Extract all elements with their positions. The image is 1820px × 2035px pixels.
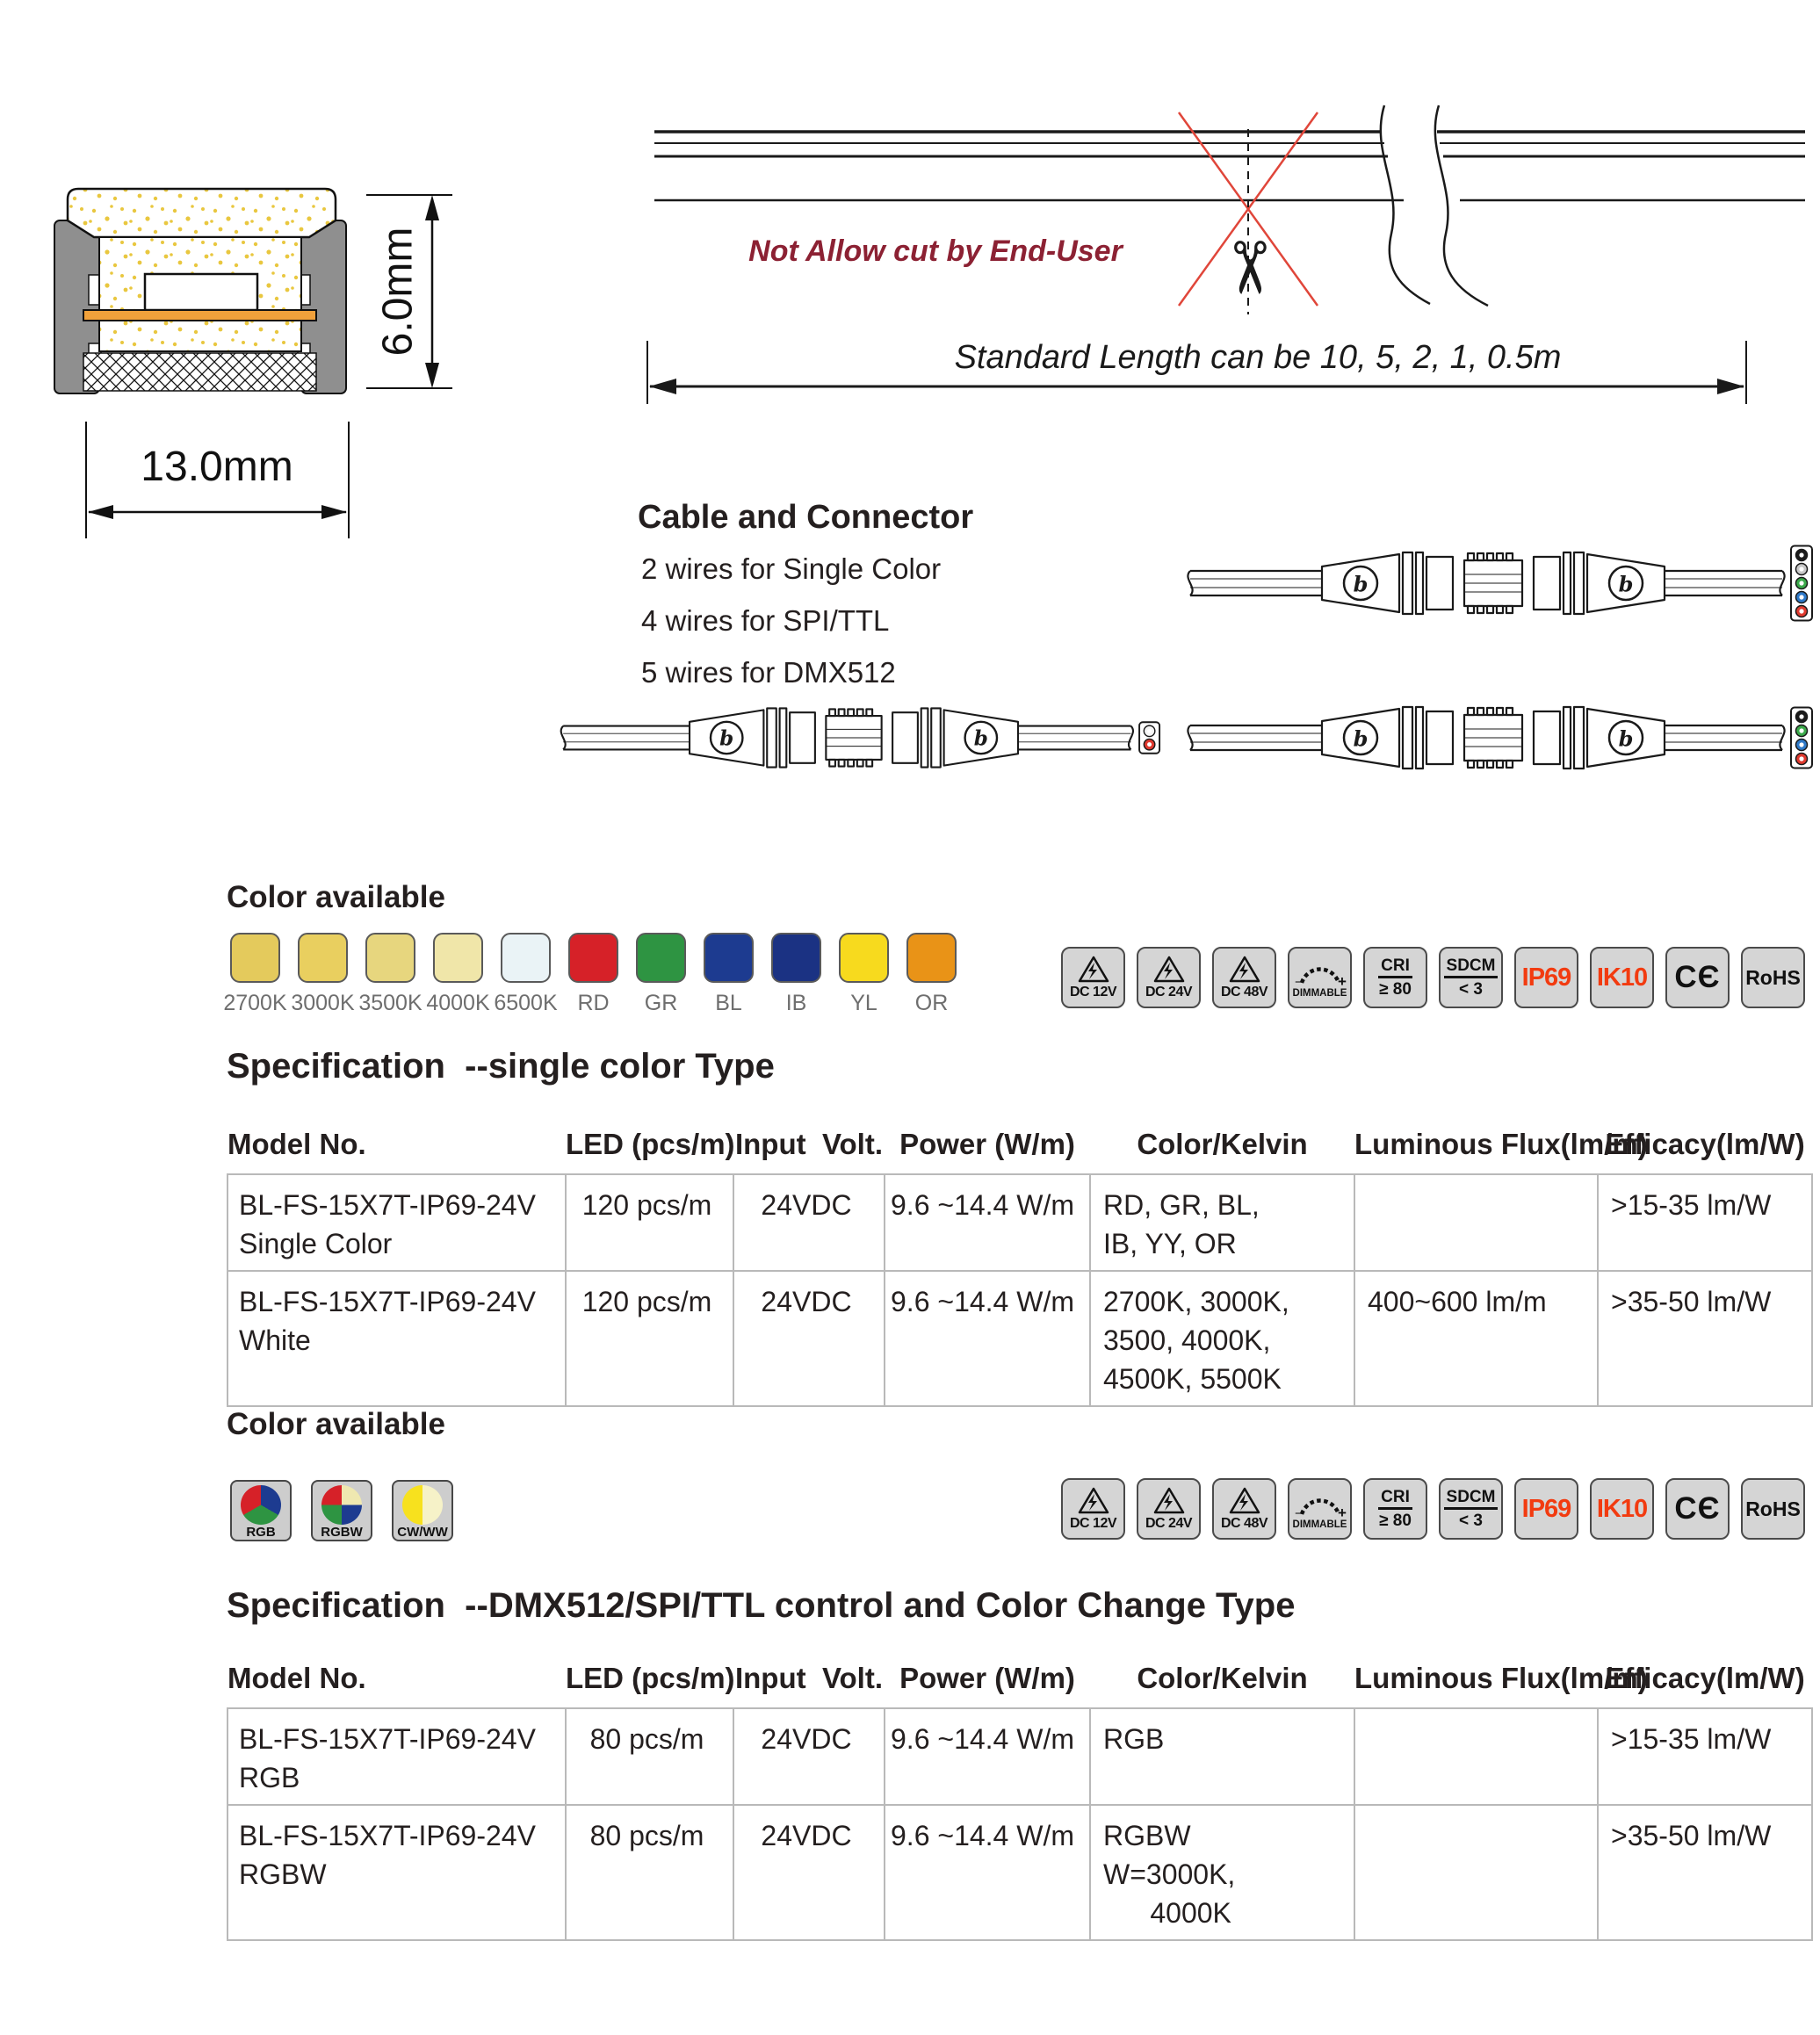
wire-list	[641, 543, 941, 698]
cert-icon-label: IK10	[1596, 1494, 1648, 1523]
table-cell: BL-FS-15X7T-IP69-24V RGBW	[228, 1805, 566, 1940]
color-swatch-OR	[898, 933, 965, 1016]
color-circle	[241, 1485, 281, 1525]
table-row	[228, 1805, 1812, 1940]
column-header: Color/Kelvin	[1090, 1639, 1354, 1708]
wire-list-item: 5 wires for DMX512	[641, 656, 896, 689]
cert-icon-dc-24v	[1137, 1478, 1201, 1540]
voltage-warning-icon	[1229, 955, 1260, 984]
cert-icon-label: IP69	[1521, 1494, 1571, 1523]
cert-icon-cri	[1363, 947, 1427, 1008]
table-row	[228, 1271, 1812, 1406]
spec-single-table	[227, 1105, 1813, 1407]
cert-icon-label: CЄ	[1674, 1491, 1721, 1526]
table-cell: BL-FS-15X7T-IP69-24V Single Color	[228, 1174, 566, 1271]
svg-text:+: +	[1337, 1505, 1347, 1519]
dimmable-dial-icon	[1294, 1488, 1347, 1519]
wire-list-item: 4 wires for SPI/TTL	[641, 604, 890, 637]
swatch-box	[771, 933, 821, 983]
color-swatch-2700K	[221, 933, 289, 1016]
connector-diagram-dmx512	[1173, 539, 1814, 627]
voltage-warning-icon	[1153, 955, 1185, 984]
cut-diagram	[632, 97, 1820, 413]
swatch-label: YL	[850, 991, 878, 1015]
cert-icon-label: IK10	[1596, 963, 1648, 992]
standard-length-note: Standard Length can be 10, 5, 2, 1, 0.5m	[954, 339, 1562, 376]
cert-icon-dc-48v	[1212, 1478, 1276, 1540]
color-swatch-BL	[695, 933, 762, 1016]
wire-list-item: 2 wires for Single Color	[641, 552, 942, 585]
color-swatch-6500K	[492, 933, 560, 1016]
swatch-box	[365, 933, 415, 983]
color-swatch-4000K	[424, 933, 492, 1016]
column-header: Power (W/m)	[885, 1105, 1090, 1174]
swatch-box	[568, 933, 618, 983]
color-swatch-GR	[627, 933, 695, 1016]
header-row	[228, 1105, 1812, 1174]
swatch-box	[501, 933, 551, 983]
color-available-title-2: Color available	[227, 1407, 445, 1441]
swatch-label: 4000K	[426, 991, 490, 1015]
table-cell: 9.6 ~14.4 W/m	[885, 1174, 1090, 1271]
color-tile-label: RGBW	[321, 1525, 363, 1540]
cert-icon-label: RoHS	[1745, 1497, 1801, 1520]
table-cell	[1354, 1708, 1598, 1805]
cert-icon-dc-48v	[1212, 947, 1276, 1008]
cable-section-title: Cable and Connector	[638, 499, 974, 536]
color-tile-label: CW/WW	[397, 1525, 448, 1540]
certification-icon-row-1	[1061, 947, 1805, 1008]
table-cell: 120 pcs/m	[566, 1271, 733, 1406]
break-wave	[1381, 105, 1430, 304]
cert-icon-dc-24v	[1137, 947, 1201, 1008]
svg-text:−: −	[1294, 975, 1303, 987]
cert-icon-label: DC 12V	[1069, 1516, 1117, 1531]
cert-icon-ip69	[1514, 947, 1578, 1008]
adhesive-layer	[83, 353, 316, 391]
table-cell: 24VDC	[733, 1708, 885, 1805]
color-tile-RGBW	[311, 1480, 372, 1541]
cert-icon-label: SDCM	[1444, 957, 1499, 978]
width-label: 13.0mm	[141, 444, 293, 490]
cert-icon-label: SDCM	[1444, 1489, 1499, 1510]
spec-rgb-title: Specification --DMX512/SPI/TTL control and Color Change Type	[227, 1586, 1296, 1625]
swatch-box	[433, 933, 483, 983]
scissors-icon: ✂	[1208, 237, 1289, 299]
header-row	[228, 1639, 1812, 1708]
cert-icon-dc-12v	[1061, 947, 1125, 1008]
cert-icon-ip69	[1514, 1478, 1578, 1540]
voltage-warning-icon	[1078, 955, 1109, 984]
table-row	[228, 1708, 1812, 1805]
cert-icon-cri	[1363, 1478, 1427, 1540]
swatch-label: IB	[785, 991, 807, 1015]
cert-icon-label: ≥ 80	[1379, 979, 1412, 999]
color-swatch-3000K	[289, 933, 357, 1016]
table-cell: >15-35 lm/W	[1598, 1708, 1812, 1805]
break-wave	[1435, 105, 1488, 306]
column-header: LED (pcs/m)	[566, 1105, 733, 1174]
column-header: Input Volt.	[733, 1105, 885, 1174]
voltage-warning-icon	[1153, 1486, 1185, 1515]
table-cell: 120 pcs/m	[566, 1174, 733, 1271]
swatch-box	[230, 933, 280, 983]
cert-icon-label: DIMMABLE	[1292, 1519, 1347, 1530]
color-circle	[321, 1485, 362, 1525]
cert-icon-label: CRI	[1378, 1489, 1412, 1510]
cert-icon-label: < 3	[1459, 1511, 1483, 1530]
table-cell: RGBW W=3000K, 4000K	[1090, 1805, 1354, 1940]
table-cell	[1354, 1805, 1598, 1940]
table-cell: 24VDC	[733, 1271, 885, 1406]
color-tile-label: RGB	[246, 1525, 276, 1540]
cert-icon-label: DC 48V	[1220, 985, 1268, 999]
color-tile-CW-WW	[392, 1480, 453, 1541]
table-cell: >35-50 lm/W	[1598, 1805, 1812, 1940]
svg-text:+: +	[1337, 973, 1347, 987]
cert-icon-label: DIMMABLE	[1292, 988, 1347, 999]
column-header: Efficacy(lm/W)	[1598, 1105, 1812, 1174]
table-cell: RD, GR, BL, IB, YY, OR	[1090, 1174, 1354, 1271]
table-row	[228, 1174, 1812, 1271]
table-cell: 9.6 ~14.4 W/m	[885, 1805, 1090, 1940]
svg-text:−: −	[1294, 1506, 1303, 1519]
voltage-warning-icon	[1078, 1486, 1109, 1515]
svg-text:b: b	[1353, 571, 1369, 597]
cert-icon-ik10	[1590, 947, 1654, 1008]
swatch-box	[906, 933, 957, 983]
wire-pin-dots	[1791, 546, 1812, 621]
table-cell: 400~600 lm/m	[1354, 1271, 1598, 1406]
table-cell: >35-50 lm/W	[1598, 1271, 1812, 1406]
spec-rgb-table	[227, 1639, 1813, 1941]
swatch-label: GR	[644, 991, 678, 1015]
table-cell: 24VDC	[733, 1174, 885, 1271]
swatch-label: 3500K	[358, 991, 422, 1015]
height-label: 6.0mm	[374, 227, 422, 357]
svg-text:b: b	[973, 726, 988, 751]
cert-icon-dimmable	[1288, 1478, 1352, 1540]
color-swatch-3500K	[357, 933, 424, 1016]
cert-icon-label: DC 48V	[1220, 1516, 1268, 1531]
table-cell: 80 pcs/m	[566, 1708, 733, 1805]
wire-pin-dots	[1791, 708, 1812, 769]
svg-text:b: b	[719, 726, 734, 751]
cert-icon-label: ≥ 80	[1379, 1511, 1412, 1530]
cert-icon-rohs	[1741, 947, 1805, 1008]
cert-icon-label: CRI	[1378, 957, 1412, 978]
connector-diagram-spi-ttl	[1173, 694, 1814, 782]
voltage-warning-icon	[1229, 1486, 1260, 1515]
cert-icon-dimmable	[1288, 947, 1352, 1008]
swatch-box	[704, 933, 754, 983]
color-swatch-row	[221, 933, 965, 1016]
cert-icon-sdcm	[1439, 1478, 1503, 1540]
connector-diagram-single-color	[546, 694, 1161, 782]
silicone-cap	[68, 189, 336, 237]
color-swatch-IB	[762, 933, 830, 1016]
table-cell: 24VDC	[733, 1805, 885, 1940]
cert-icon-c-	[1665, 947, 1730, 1008]
color-tile-RGB	[230, 1480, 292, 1541]
cert-icon-label: IP69	[1521, 963, 1571, 992]
cert-icon-label: RoHS	[1745, 965, 1801, 989]
color-circle	[402, 1485, 443, 1525]
swatch-label: 6500K	[494, 991, 558, 1015]
cert-icon-rohs	[1741, 1478, 1805, 1540]
cert-icon-label: < 3	[1459, 979, 1483, 999]
dimmable-dial-icon	[1294, 956, 1347, 987]
strip-profile-shape	[54, 189, 346, 393]
table-cell: 9.6 ~14.4 W/m	[885, 1271, 1090, 1406]
swatch-label: OR	[914, 991, 949, 1015]
color-available-title-1: Color available	[227, 880, 445, 914]
cert-icon-dc-12v	[1061, 1478, 1125, 1540]
swatch-label: 2700K	[223, 991, 287, 1015]
cert-icon-label: CЄ	[1674, 960, 1721, 994]
color-swatch-RD	[560, 933, 627, 1016]
swatch-label: RD	[577, 991, 610, 1015]
led-chip	[145, 274, 257, 310]
pcb-strip	[83, 310, 316, 321]
swatch-box	[298, 933, 348, 983]
table-cell: RGB	[1090, 1708, 1354, 1805]
column-header: Power (W/m)	[885, 1639, 1090, 1708]
svg-text:b: b	[1353, 725, 1369, 752]
no-cut-warning: Not Allow cut by End-User	[748, 235, 1123, 268]
spec-single-title: Specification --single color Type	[227, 1047, 775, 1086]
rgb-tile-row	[230, 1480, 453, 1541]
cross-section-diagram	[48, 171, 492, 545]
swatch-label: 3000K	[291, 991, 355, 1015]
column-header: Model No.	[228, 1105, 566, 1174]
table-cell: >15-35 lm/W	[1598, 1174, 1812, 1271]
cert-icon-c-	[1665, 1478, 1730, 1540]
table-cell: BL-FS-15X7T-IP69-24V White	[228, 1271, 566, 1406]
column-header: Luminous Flux(lm/m)	[1354, 1105, 1598, 1174]
column-header: Color/Kelvin	[1090, 1105, 1354, 1174]
column-header: Luminous Flux(lm/m)	[1354, 1639, 1598, 1708]
table-cell: 80 pcs/m	[566, 1805, 733, 1940]
cert-icon-label: DC 24V	[1145, 985, 1193, 999]
cert-icon-label: DC 12V	[1069, 985, 1117, 999]
table-cell: 2700K, 3000K, 3500, 4000K, 4500K, 5500K	[1090, 1271, 1354, 1406]
cert-icon-ik10	[1590, 1478, 1654, 1540]
certification-icon-row-2	[1061, 1478, 1805, 1540]
column-header: Input Volt.	[733, 1639, 885, 1708]
wire-pin-dots	[1139, 722, 1159, 753]
cert-icon-sdcm	[1439, 947, 1503, 1008]
table-cell: BL-FS-15X7T-IP69-24V RGB	[228, 1708, 566, 1805]
svg-text:b: b	[1618, 571, 1634, 597]
cert-icon-label: DC 24V	[1145, 1516, 1193, 1531]
table-cell: 9.6 ~14.4 W/m	[885, 1708, 1090, 1805]
swatch-box	[636, 933, 686, 983]
swatch-label: BL	[715, 991, 742, 1015]
column-header: Efficacy(lm/W)	[1598, 1639, 1812, 1708]
swatch-box	[839, 933, 889, 983]
column-header: Model No.	[228, 1639, 566, 1708]
table-cell	[1354, 1174, 1598, 1271]
column-header: LED (pcs/m)	[566, 1639, 733, 1708]
svg-text:b: b	[1618, 725, 1634, 752]
color-swatch-YL	[830, 933, 898, 1016]
